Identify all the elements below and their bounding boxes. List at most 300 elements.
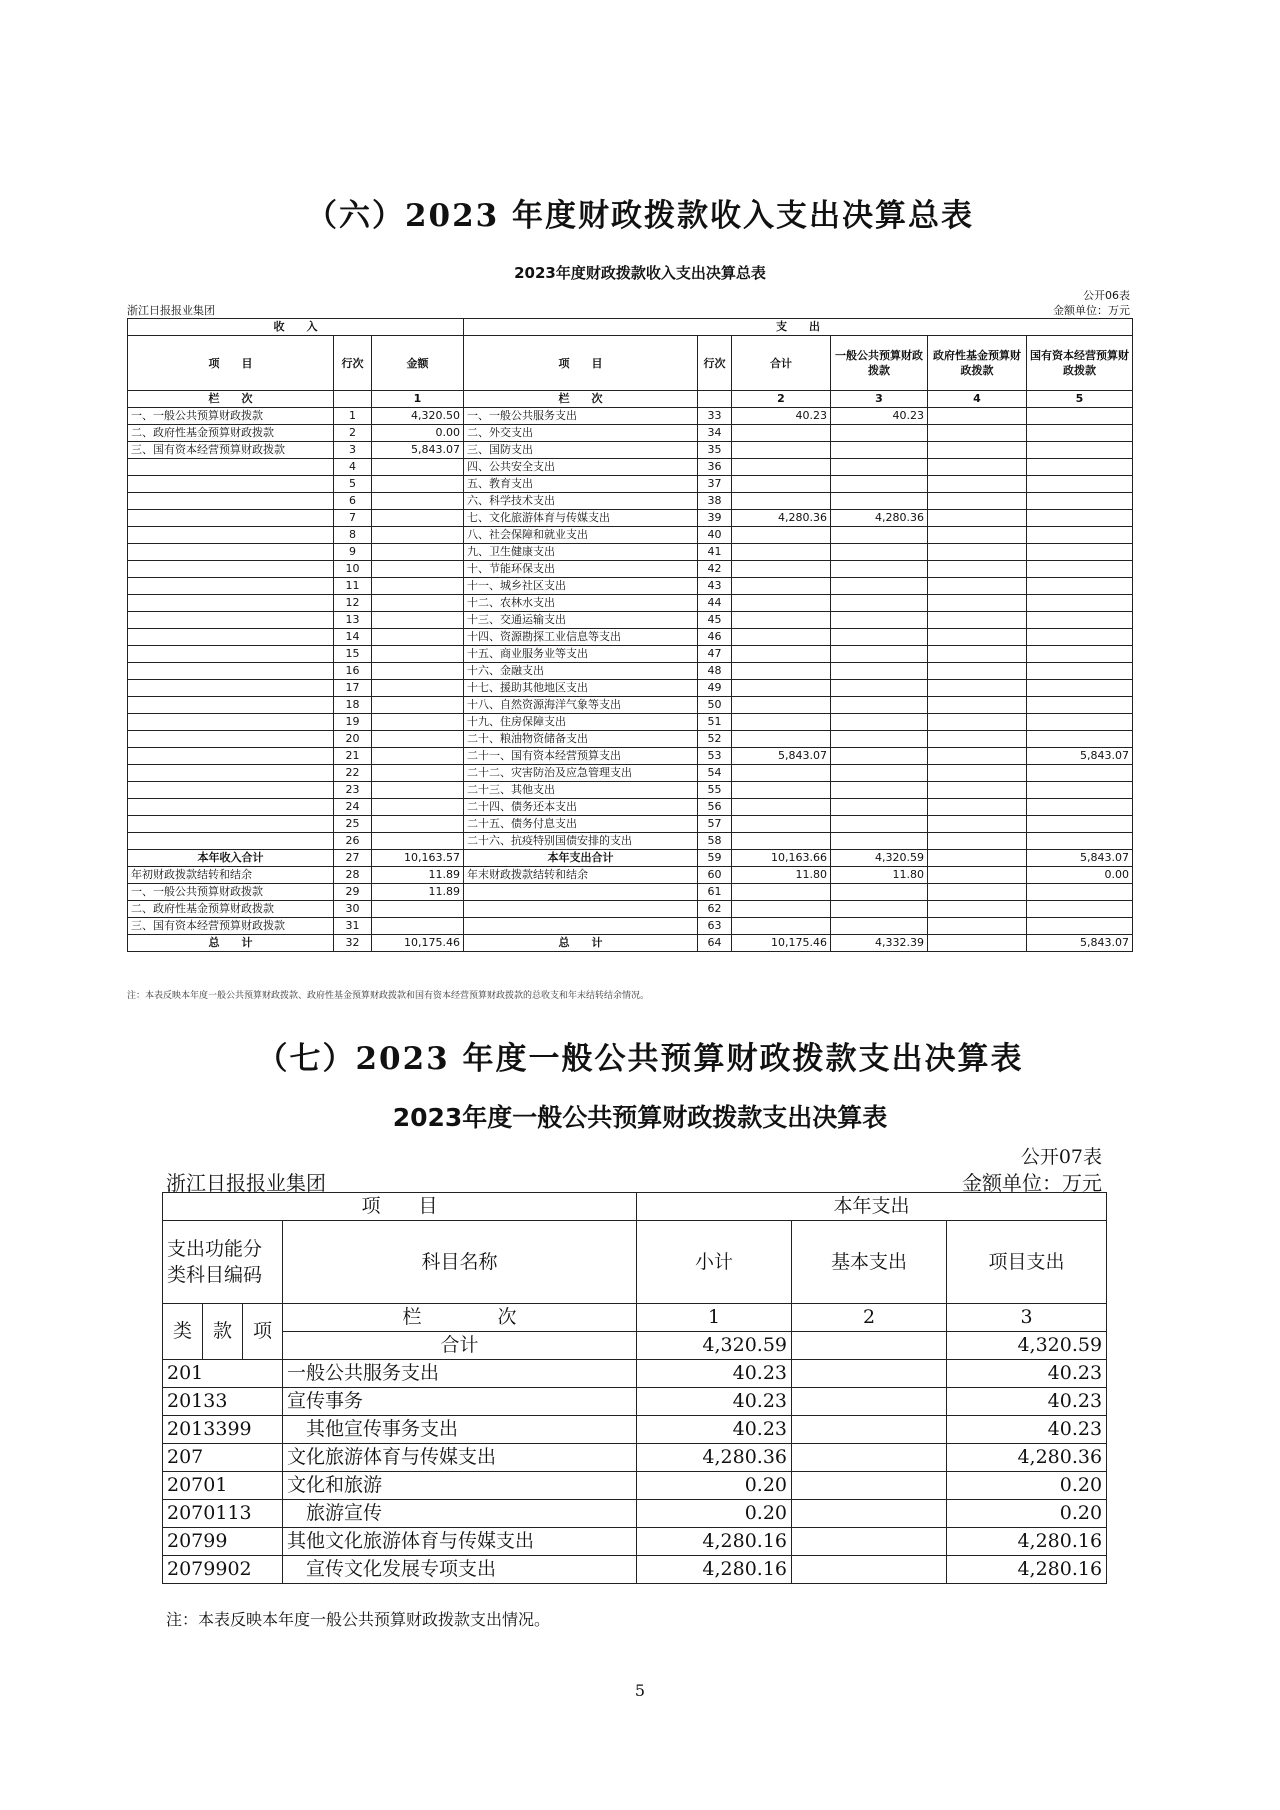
soe-budget-cell (1027, 663, 1133, 680)
expense-total-cell: 40.23 (732, 408, 831, 425)
income-amount-cell (372, 544, 464, 561)
gov-fund-cell (928, 850, 1027, 867)
soe-budget-cell (1027, 459, 1133, 476)
col-income-amount: 金额 (372, 336, 464, 391)
expense-total-cell: 10,163.66 (732, 850, 831, 867)
gov-fund-cell (928, 476, 1027, 493)
income-row-no-cell: 5 (334, 476, 372, 493)
income-item-cell: 总 计 (128, 935, 334, 952)
col-index-label-2: 栏 次 (464, 391, 698, 408)
expense-total-cell (732, 782, 831, 799)
general-budget-cell (831, 765, 928, 782)
expense-item-cell: 十五、商业服务业等支出 (464, 646, 698, 663)
table-row (128, 884, 1133, 901)
income-item-cell (128, 578, 334, 595)
income-amount-cell (372, 714, 464, 731)
expense-item-cell: 一、一般公共服务支出 (464, 408, 698, 425)
income-item-cell (128, 527, 334, 544)
soe-budget-cell (1027, 595, 1133, 612)
col-soe-budget: 国有资本经营预算财政拨款 (1027, 336, 1133, 391)
gov-fund-cell (928, 799, 1027, 816)
income-amount-cell (372, 833, 464, 850)
table6-form-no: 公开06表 (1083, 289, 1130, 302)
gov-fund-cell (928, 697, 1027, 714)
col-income-item: 项 目 (128, 336, 334, 391)
gov-fund-cell (928, 731, 1027, 748)
expense-row-no-cell: 59 (698, 850, 732, 867)
col-gov-fund: 政府性基金预算财政拨款 (928, 336, 1027, 391)
expense-total-cell (732, 901, 831, 918)
table-row (128, 935, 1133, 952)
table7-form-no: 公开07表 (1020, 1146, 1102, 1168)
gov-fund-cell (928, 493, 1027, 510)
total-subtotal: 4,320.59 (637, 1332, 792, 1360)
col-general-budget: 一般公共预算财政拨款 (831, 336, 928, 391)
income-amount-cell (372, 578, 464, 595)
income-row-no-cell: 16 (334, 663, 372, 680)
table6-unit: 金额单位：万元 (1053, 304, 1130, 317)
general-budget-cell (831, 680, 928, 697)
income-amount-cell (372, 765, 464, 782)
soe-budget-cell (1027, 408, 1133, 425)
table6-org: 浙江日报报业集团 (127, 304, 215, 317)
expense-item-cell: 四、公共安全支出 (464, 459, 698, 476)
income-amount-cell (372, 493, 464, 510)
table7-title: 2023年度一般公共预算财政拨款支出决算表 (392, 1103, 888, 1132)
col-expense-row: 行次 (698, 336, 732, 391)
table-row (128, 425, 1133, 442)
col-total: 合计 (732, 336, 831, 391)
col-index-2: 2 (732, 391, 831, 408)
general-budget-cell (831, 884, 928, 901)
general-budget-cell (831, 731, 928, 748)
expense-item-cell: 三、国防支出 (464, 442, 698, 459)
income-row-no-cell: 2 (334, 425, 372, 442)
soe-budget-cell: 5,843.07 (1027, 850, 1133, 867)
expense-item-cell: 二十一、国有资本经营预算支出 (464, 748, 698, 765)
table-row (128, 663, 1133, 680)
basic-expense-cell (792, 1444, 947, 1472)
soe-budget-cell (1027, 765, 1133, 782)
income-item-cell: 三、国有资本经营预算财政拨款 (128, 442, 334, 459)
table-row (128, 493, 1133, 510)
expense-item-cell: 二十三、其他支出 (464, 782, 698, 799)
expense-row-no-cell: 42 (698, 561, 732, 578)
income-row-no-cell: 14 (334, 629, 372, 646)
income-row-no-cell: 3 (334, 442, 372, 459)
income-row-no-cell: 1 (334, 408, 372, 425)
income-amount-cell (372, 663, 464, 680)
general-budget-cell (831, 476, 928, 493)
hdr-kuan: 款 (203, 1304, 243, 1360)
income-row-no-cell: 7 (334, 510, 372, 527)
income-item-cell (128, 561, 334, 578)
table-row (128, 527, 1133, 544)
income-item-cell: 二、政府性基金预算财政拨款 (128, 425, 334, 442)
expense-total-cell (732, 459, 831, 476)
table-row (128, 510, 1133, 527)
table-row (128, 782, 1133, 799)
income-header: 收 入 (128, 319, 464, 336)
expense-total-cell (732, 442, 831, 459)
soe-budget-cell (1027, 884, 1133, 901)
income-item-cell (128, 629, 334, 646)
expense-item-cell: 年末财政拨款结转和结余 (464, 867, 698, 884)
table-row (163, 1556, 1107, 1584)
expense-item-cell: 二十二、灾害防治及应急管理支出 (464, 765, 698, 782)
expense-total-cell (732, 612, 831, 629)
project-expense-cell: 4,280.16 (947, 1556, 1107, 1584)
project-expense-cell: 40.23 (947, 1388, 1107, 1416)
general-budget-cell (831, 612, 928, 629)
subject-code-cell: 201 (163, 1360, 283, 1388)
expense-total-cell (732, 918, 831, 935)
expense-row-no-cell: 37 (698, 476, 732, 493)
general-budget-cell (831, 918, 928, 935)
expense-total-cell (732, 595, 831, 612)
income-row-no-cell: 29 (334, 884, 372, 901)
soe-budget-cell (1027, 629, 1133, 646)
general-budget-cell (831, 459, 928, 476)
income-amount-cell: 10,163.57 (372, 850, 464, 867)
expense-total-cell (732, 799, 831, 816)
income-row-no-cell: 8 (334, 527, 372, 544)
income-amount-cell (372, 459, 464, 476)
soe-budget-cell (1027, 578, 1133, 595)
expense-total-cell (732, 578, 831, 595)
general-budget-cell (831, 714, 928, 731)
subtotal-cell: 40.23 (637, 1360, 792, 1388)
income-row-no-cell: 15 (334, 646, 372, 663)
expense-row-no-cell: 64 (698, 935, 732, 952)
soe-budget-cell (1027, 731, 1133, 748)
expense-row-no-cell: 61 (698, 884, 732, 901)
basic-expense-cell (792, 1528, 947, 1556)
income-item-cell (128, 680, 334, 697)
gov-fund-cell (928, 425, 1027, 442)
table-row (128, 901, 1133, 918)
general-budget-cell (831, 782, 928, 799)
hdr-subtotal: 小计 (637, 1221, 792, 1304)
general-budget-cell: 4,280.36 (831, 510, 928, 527)
col-index-1: 1 (372, 391, 464, 408)
page-number: 5 (634, 1681, 646, 1700)
expense-row-no-cell: 48 (698, 663, 732, 680)
income-amount-cell (372, 799, 464, 816)
total-project: 4,320.59 (947, 1332, 1107, 1360)
expense-total-cell (732, 629, 831, 646)
total-basic (792, 1332, 947, 1360)
general-budget-cell: 4,320.59 (831, 850, 928, 867)
gov-fund-cell (928, 765, 1027, 782)
expense-total-cell (732, 731, 831, 748)
general-budget-cell (831, 833, 928, 850)
income-item-cell (128, 476, 334, 493)
income-item-cell (128, 765, 334, 782)
expense-total-cell (732, 527, 831, 544)
income-item-cell: 一、一般公共预算财政拨款 (128, 408, 334, 425)
hdr-code: 支出功能分类科目编码 (163, 1221, 283, 1304)
expense-total-cell: 11.80 (732, 867, 831, 884)
hdr-index-1: 1 (637, 1304, 792, 1332)
subject-name-cell: 文化旅游体育与传媒支出 (283, 1444, 637, 1472)
project-expense-cell: 40.23 (947, 1360, 1107, 1388)
table-row (128, 748, 1133, 765)
gov-fund-cell (928, 442, 1027, 459)
income-row-no-cell: 19 (334, 714, 372, 731)
income-amount-cell (372, 748, 464, 765)
table-row (128, 476, 1133, 493)
income-item-cell (128, 663, 334, 680)
income-row-no-cell: 17 (334, 680, 372, 697)
income-row-no-cell: 26 (334, 833, 372, 850)
income-row-no-cell: 22 (334, 765, 372, 782)
general-budget-cell (831, 663, 928, 680)
expense-row-no-cell: 56 (698, 799, 732, 816)
col-index-empty (334, 391, 372, 408)
project-expense-cell: 40.23 (947, 1416, 1107, 1444)
subtotal-cell: 40.23 (637, 1416, 792, 1444)
income-amount-cell (372, 612, 464, 629)
general-budget-cell (831, 799, 928, 816)
gov-fund-cell (928, 408, 1027, 425)
table-row (128, 850, 1133, 867)
table6-title: 2023年度财政拨款收入支出决算总表 (514, 264, 766, 282)
income-amount-cell (372, 561, 464, 578)
income-item-cell (128, 544, 334, 561)
income-row-no-cell: 24 (334, 799, 372, 816)
expense-row-no-cell: 62 (698, 901, 732, 918)
table-row (163, 1500, 1107, 1528)
col-expense-item: 项 目 (464, 336, 698, 391)
income-row-no-cell: 11 (334, 578, 372, 595)
general-budget-cell (831, 561, 928, 578)
income-item-cell (128, 493, 334, 510)
table-row (128, 459, 1133, 476)
general-budget-cell: 11.80 (831, 867, 928, 884)
income-row-no-cell: 21 (334, 748, 372, 765)
table-row (163, 1360, 1107, 1388)
col-index-4: 4 (928, 391, 1027, 408)
expense-row-no-cell: 53 (698, 748, 732, 765)
subtotal-cell: 40.23 (637, 1388, 792, 1416)
basic-expense-cell (792, 1500, 947, 1528)
table-row (128, 629, 1133, 646)
subject-code-cell: 2070113 (163, 1500, 283, 1528)
expense-total-cell (732, 425, 831, 442)
income-item-cell (128, 782, 334, 799)
table-row (128, 442, 1133, 459)
table-row (128, 918, 1133, 935)
basic-expense-cell (792, 1556, 947, 1584)
gov-fund-cell (928, 748, 1027, 765)
general-budget-cell (831, 646, 928, 663)
general-budget-cell: 4,332.39 (831, 935, 928, 952)
gov-fund-cell (928, 527, 1027, 544)
expense-item-cell: 十七、援助其他地区支出 (464, 680, 698, 697)
table-row (128, 646, 1133, 663)
hdr-name: 科目名称 (283, 1221, 637, 1304)
gov-fund-cell (928, 612, 1027, 629)
table7-note: 注：本表反映本年度一般公共预算财政拨款支出情况。 (166, 1610, 551, 1629)
expense-row-no-cell: 50 (698, 697, 732, 714)
expense-row-no-cell: 39 (698, 510, 732, 527)
expense-item-cell: 本年支出合计 (464, 850, 698, 867)
income-amount-cell: 11.89 (372, 867, 464, 884)
income-amount-cell (372, 476, 464, 493)
table6-note: 注：本表反映本年度一般公共预算财政拨款、政府性基金预算财政拨款和国有资本经营预算财政拨款的总收支和年末结转结余情况。 (127, 991, 650, 1001)
gov-fund-cell (928, 646, 1027, 663)
soe-budget-cell (1027, 782, 1133, 799)
subject-name-cell: 其他宣传事务支出 (283, 1416, 637, 1444)
gov-fund-cell (928, 544, 1027, 561)
project-expense-cell: 4,280.16 (947, 1528, 1107, 1556)
col-index-label: 栏 次 (128, 391, 334, 408)
expense-row-no-cell: 35 (698, 442, 732, 459)
income-item-cell: 二、政府性基金预算财政拨款 (128, 901, 334, 918)
basic-expense-cell (792, 1472, 947, 1500)
expense-row-no-cell: 43 (698, 578, 732, 595)
soe-budget-cell (1027, 646, 1133, 663)
subject-name-cell: 文化和旅游 (283, 1472, 637, 1500)
soe-budget-cell (1027, 442, 1133, 459)
table-row (163, 1472, 1107, 1500)
soe-budget-cell (1027, 612, 1133, 629)
income-row-no-cell: 30 (334, 901, 372, 918)
general-budget-cell (831, 527, 928, 544)
income-item-cell (128, 459, 334, 476)
subject-code-cell: 207 (163, 1444, 283, 1472)
general-budget-cell (831, 697, 928, 714)
income-row-no-cell: 13 (334, 612, 372, 629)
soe-budget-cell (1027, 799, 1133, 816)
expense-total-cell (732, 816, 831, 833)
expense-row-no-cell: 63 (698, 918, 732, 935)
gov-fund-cell (928, 867, 1027, 884)
expense-row-no-cell: 58 (698, 833, 732, 850)
table-row (163, 1444, 1107, 1472)
expense-total-cell (732, 493, 831, 510)
income-row-no-cell: 10 (334, 561, 372, 578)
expense-row-no-cell: 52 (698, 731, 732, 748)
subtotal-cell: 4,280.16 (637, 1528, 792, 1556)
subject-code-cell: 20701 (163, 1472, 283, 1500)
income-amount-cell (372, 527, 464, 544)
project-expense-cell: 4,280.36 (947, 1444, 1107, 1472)
income-item-cell: 三、国有资本经营预算财政拨款 (128, 918, 334, 935)
general-budget-cell (831, 629, 928, 646)
expense-item-cell: 十九、住房保障支出 (464, 714, 698, 731)
income-amount-cell (372, 918, 464, 935)
expense-total-cell: 5,843.07 (732, 748, 831, 765)
soe-budget-cell (1027, 561, 1133, 578)
expense-total-cell (732, 680, 831, 697)
expense-item-cell: 十四、资源勘探工业信息等支出 (464, 629, 698, 646)
gov-fund-cell (928, 816, 1027, 833)
income-amount-cell (372, 697, 464, 714)
table7-org: 浙江日报报业集团 (166, 1171, 326, 1195)
table-row (128, 833, 1133, 850)
table-row (128, 595, 1133, 612)
gov-fund-cell (928, 561, 1027, 578)
general-budget-cell (831, 544, 928, 561)
subject-name-cell: 宣传事务 (283, 1388, 637, 1416)
soe-budget-cell: 5,843.07 (1027, 748, 1133, 765)
expense-total-cell (732, 476, 831, 493)
income-amount-cell (372, 816, 464, 833)
basic-expense-cell (792, 1416, 947, 1444)
expense-row-no-cell: 34 (698, 425, 732, 442)
hdr-project: 项目支出 (947, 1221, 1107, 1304)
expense-row-no-cell: 57 (698, 816, 732, 833)
gov-fund-cell (928, 680, 1027, 697)
subject-code-cell: 2013399 (163, 1416, 283, 1444)
table-row (128, 867, 1133, 884)
col-index-empty-2 (698, 391, 732, 408)
soe-budget-cell (1027, 697, 1133, 714)
expense-item-cell: 十一、城乡社区支出 (464, 578, 698, 595)
expense-row-no-cell: 51 (698, 714, 732, 731)
soe-budget-cell (1027, 816, 1133, 833)
income-item-cell (128, 833, 334, 850)
gov-fund-cell (928, 663, 1027, 680)
expense-item-cell: 九、卫生健康支出 (464, 544, 698, 561)
income-item-cell (128, 697, 334, 714)
income-row-no-cell: 32 (334, 935, 372, 952)
income-amount-cell (372, 731, 464, 748)
table-row (128, 561, 1133, 578)
expense-row-no-cell: 36 (698, 459, 732, 476)
soe-budget-cell (1027, 901, 1133, 918)
expense-total-cell (732, 833, 831, 850)
income-item-cell (128, 816, 334, 833)
income-amount-cell (372, 646, 464, 663)
soe-budget-cell (1027, 918, 1133, 935)
income-item-cell: 年初财政拨款结转和结余 (128, 867, 334, 884)
expense-item-cell (464, 884, 698, 901)
income-row-no-cell: 6 (334, 493, 372, 510)
hdr-xiang: 项 (243, 1304, 283, 1360)
soe-budget-cell (1027, 544, 1133, 561)
soe-budget-cell: 5,843.07 (1027, 935, 1133, 952)
expense-total-cell (732, 884, 831, 901)
gov-fund-cell (928, 935, 1027, 952)
expense-total-cell (732, 646, 831, 663)
expense-row-no-cell: 54 (698, 765, 732, 782)
expense-total-cell (732, 697, 831, 714)
income-amount-cell: 0.00 (372, 425, 464, 442)
expense-total-cell (732, 765, 831, 782)
soe-budget-cell (1027, 714, 1133, 731)
expense-item-cell: 五、教育支出 (464, 476, 698, 493)
expense-item-cell: 十八、自然资源海洋气象等支出 (464, 697, 698, 714)
section6-heading: （六）2023 年度财政拨款收入支出决算总表 (305, 198, 975, 234)
table-row (163, 1416, 1107, 1444)
income-item-cell (128, 510, 334, 527)
gov-fund-cell (928, 884, 1027, 901)
income-row-no-cell: 12 (334, 595, 372, 612)
expense-row-no-cell: 49 (698, 680, 732, 697)
table-row (128, 680, 1133, 697)
expense-item-cell: 八、社会保障和就业支出 (464, 527, 698, 544)
income-amount-cell (372, 901, 464, 918)
income-item-cell (128, 748, 334, 765)
soe-budget-cell (1027, 425, 1133, 442)
soe-budget-cell (1027, 680, 1133, 697)
general-budget-cell (831, 595, 928, 612)
total-label: 合计 (283, 1332, 637, 1360)
general-budget-cell (831, 425, 928, 442)
